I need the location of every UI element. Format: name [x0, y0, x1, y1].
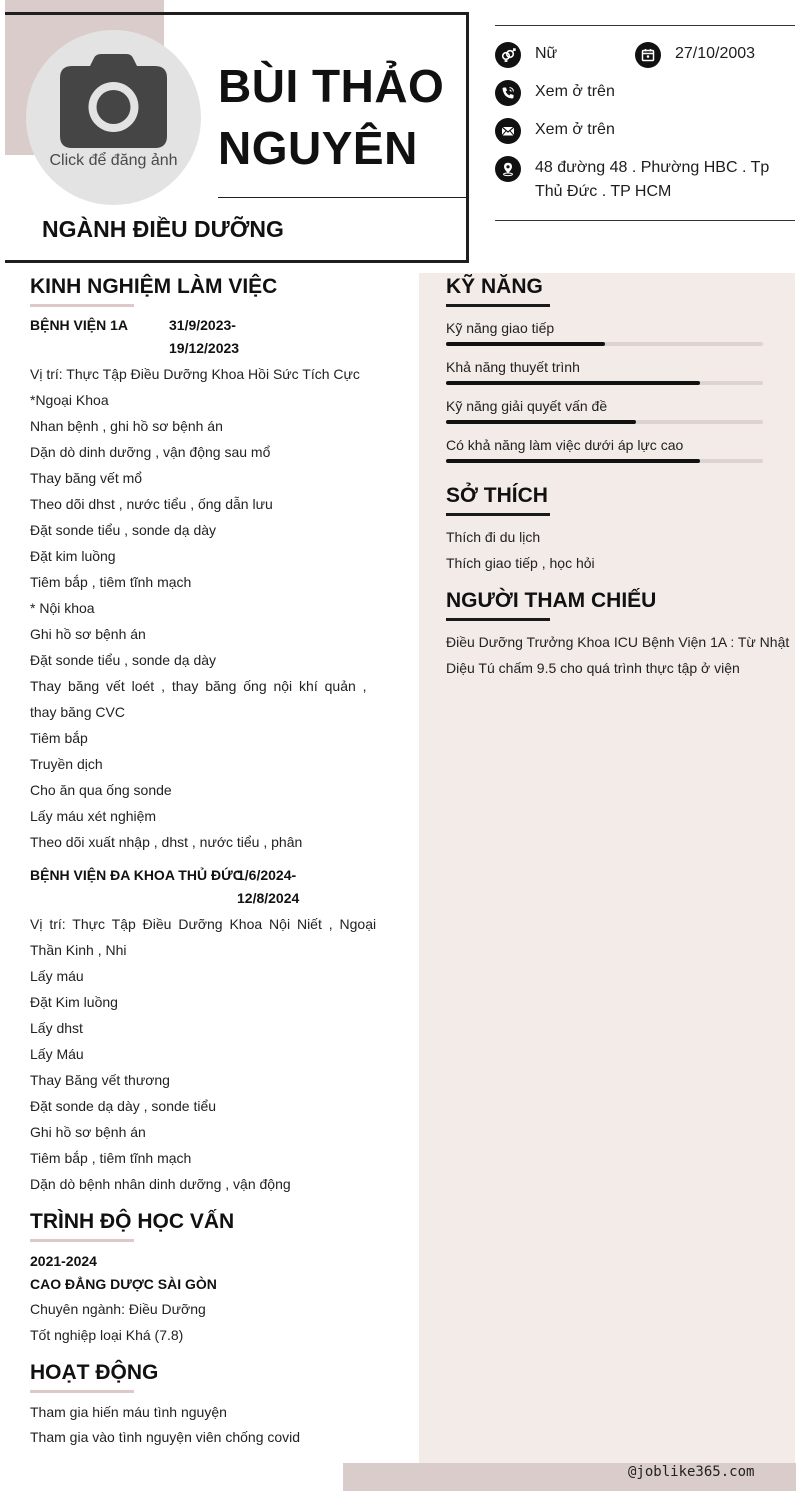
experience-title-underline: [30, 304, 134, 307]
location-icon: [495, 156, 521, 182]
job-place: BỆNH VIỆN ĐA KHOA THỦ ĐỨC: [30, 867, 243, 883]
job-line: thay băng CVC: [30, 704, 125, 720]
job-line: Vị trí: Thực Tập Điều Dưỡng Khoa Hồi Sức Tích Cực: [30, 366, 360, 382]
education-title: TRÌNH ĐỘ HỌC VẤN: [30, 1210, 235, 1233]
name-divider: [218, 197, 468, 198]
avatar-upload[interactable]: [26, 30, 201, 205]
activities-title-underline: [30, 1390, 134, 1393]
skill-label: Khả năng thuyết trình: [446, 359, 580, 375]
job-date-start: 1/6/2024-: [237, 867, 297, 883]
job-line: Theo dõi dhst , nước tiểu , ống dẫn lưu: [30, 496, 273, 512]
job-line: Đặt sonde tiểu , sonde dạ dày: [30, 522, 217, 538]
hobbies-title-underline: [446, 513, 550, 516]
watermark: @joblike365.com: [628, 1464, 755, 1480]
skill-bar-fill: [446, 420, 636, 424]
job-date-start: 31/9/2023-: [169, 317, 236, 333]
references-title: NGƯỜI THAM CHIẾU: [446, 589, 657, 612]
job-line: Thay băng vết mổ: [30, 470, 143, 486]
contact-phone: [495, 80, 615, 106]
job-line: Vị trí: Thực Tập Điều Dưỡng Khoa Nội Niết , Ngoại: [30, 916, 377, 932]
job-line: Thần Kinh , Nhi: [30, 942, 127, 958]
skill-label: Kỹ năng giải quyết vấn đề: [446, 398, 608, 414]
candidate-name: BÙI THẢO NGUYÊN: [218, 60, 445, 174]
job-line: Ghi hồ sơ bệnh án: [30, 626, 146, 642]
job-line: Đặt Kim luồng: [30, 994, 118, 1010]
photo-caption: Click để đăng ảnh: [49, 152, 178, 169]
reference-line: Điều Dưỡng Trưởng Khoa ICU Bệnh Viện 1A : Từ Nhật: [446, 634, 790, 650]
references-title-underline: [446, 618, 550, 621]
activities-title: HOẠT ĐỘNG: [30, 1361, 159, 1384]
job-line: Dặn dò bệnh nhân dinh dưỡng , vận động: [30, 1176, 291, 1192]
activity-item: Tham gia vào tình nguyện viên chống covid: [30, 1429, 301, 1445]
experience-title: KINH NGHIỆM LÀM VIỆC: [30, 275, 278, 298]
job-line: Nhan bệnh , ghi hồ sơ bệnh án: [30, 418, 223, 434]
job-line: Thay băng vết loét , thay băng ống nội khí quản ,: [30, 678, 367, 694]
skills-title: KỸ NĂNG: [446, 275, 543, 298]
job-line: Cho ăn qua ống sonde: [30, 782, 172, 798]
hobbies-title: SỞ THÍCH: [446, 484, 548, 507]
hobby-item: Thích giao tiếp , học hỏi: [446, 555, 595, 571]
skills-title-underline: [446, 304, 550, 307]
education-major: Chuyên ngành: Điều Dưỡng: [30, 1301, 206, 1317]
education-title-underline: [30, 1239, 134, 1242]
phone-value: Xem ở trên: [535, 83, 615, 100]
email-value: Xem ở trên: [535, 121, 615, 138]
gender-value: Nữ: [535, 45, 558, 62]
skill-bar-fill: [446, 381, 700, 385]
skill-bar-fill: [446, 342, 605, 346]
contact-birthday: [635, 42, 755, 68]
job-line: Lấy máu xét nghiệm: [30, 808, 157, 824]
major-title: NGÀNH ĐIỀU DƯỠNG: [42, 216, 284, 242]
skill-bar: [446, 459, 763, 463]
calendar-icon: [635, 42, 661, 68]
activity-item: Tham gia hiến máu tình nguyện: [30, 1404, 227, 1420]
skill-label: Kỹ năng giao tiếp: [446, 320, 555, 336]
job-line: *Ngoại Khoa: [30, 392, 109, 408]
contact-email: [495, 118, 615, 144]
job-line: Đặt sonde tiểu , sonde dạ dày: [30, 652, 217, 668]
job-line: Lấy máu: [30, 968, 84, 984]
job-line: Theo dõi xuất nhập , dhst , nước tiểu , phân: [30, 834, 303, 850]
job-date-end: 12/8/2024: [237, 890, 300, 906]
birthday-value: 27/10/2003: [675, 45, 756, 62]
job-line: * Nội khoa: [30, 600, 95, 616]
skill-bar-fill: [446, 459, 700, 463]
job-line: Lấy Máu: [30, 1046, 84, 1062]
job-line: Lấy dhst: [30, 1020, 83, 1036]
education-school: CAO ĐẲNG DƯỢC SÀI GÒN: [30, 1276, 217, 1292]
job-place: BỆNH VIỆN 1A: [30, 317, 129, 333]
skill-label: Có khả năng làm việc dưới áp lực cao: [446, 437, 684, 453]
camera-icon: [60, 54, 167, 148]
job-date-end: 19/12/2023: [169, 340, 240, 356]
job-line: Tiêm bắp: [30, 730, 88, 746]
reference-line: Diệu Tú chấm 9.5 cho quá trình thực tập ở viện: [446, 660, 740, 676]
mail-icon: [495, 118, 521, 144]
education-years: 2021-2024: [30, 1253, 97, 1269]
sidebar-panel: [419, 273, 795, 1491]
skill-bar: [446, 342, 763, 346]
contact-address: [495, 156, 785, 204]
education-grade: Tốt nghiệp loại Khá (7.8): [30, 1327, 184, 1343]
job-line: Truyền dịch: [30, 756, 103, 772]
job-line: Ghi hồ sơ bệnh án: [30, 1124, 146, 1140]
hobby-item: Thích đi du lịch: [446, 529, 541, 545]
job-line: Đặt kim luồng: [30, 548, 116, 564]
job-line: Thay Băng vết thương: [30, 1072, 170, 1088]
job-line: Đặt sonde dạ dày , sonde tiểu: [30, 1098, 217, 1114]
skill-bar: [446, 381, 763, 385]
job-line: Tiêm bắp , tiêm tĩnh mạch: [30, 574, 192, 590]
skill-bar: [446, 420, 763, 424]
gender-icon: [495, 42, 521, 68]
address-value: 48 đường 48 . Phường HBC . Tp Thủ Đức . TP HCM: [535, 159, 770, 200]
job-line: Dặn dò dinh dưỡng , vận động sau mổ: [30, 444, 271, 460]
phone-icon: [495, 80, 521, 106]
contact-gender: [495, 42, 557, 68]
job-line: Tiêm bắp , tiêm tĩnh mạch: [30, 1150, 192, 1166]
